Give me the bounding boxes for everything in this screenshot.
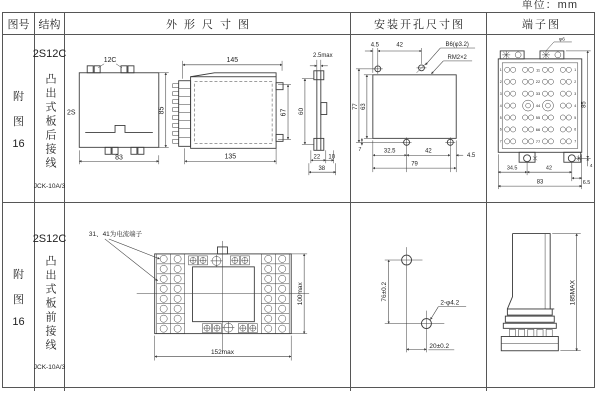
dim-ear-offset: 4 [589,164,593,170]
svg-text:55: 55 [535,114,541,120]
svg-text:3: 3 [574,91,577,96]
header-terminal [487,13,594,35]
profile-dims [552,234,581,351]
drill-holes [385,247,445,352]
mounting-dims [353,42,476,172]
front-left-label: 2S [67,109,76,117]
structure-cell-row1 [32,35,67,203]
dim-height-total: 77 [352,103,359,110]
svg-text:66: 66 [535,126,541,132]
structure-cell-row2 [32,203,67,391]
dim-edge-d1: 22 [313,154,321,161]
mounting-drawing-rear [351,35,486,202]
dim-edge-height: 60 [297,107,305,116]
terminal-cell-row2 [487,203,594,391]
structure-label: 凸出式板前接线 [44,255,56,354]
figure-cell-row1 [3,35,35,203]
svg-text:4: 4 [499,103,502,108]
dim-v-pitch: 76±0.2 [381,281,389,302]
svg-text:5: 5 [499,115,502,120]
figure-number: 16 [12,137,25,150]
front-dims [155,254,307,361]
dim-terminal-d3: 6.5 [582,180,591,187]
figure-char: 图 [13,293,24,306]
svg-text:77: 77 [535,138,541,144]
outline-drawing-rear [65,35,350,202]
dim-terminal-total: 83 [536,179,544,186]
outline-cell-row2 [65,203,351,391]
figure-char: 附 [13,90,24,103]
front-top-label: 12C [103,56,117,64]
dim-edge-d2: 10 [328,154,336,161]
svg-text:7: 7 [574,139,577,144]
edge-view [298,53,336,175]
terminal-screw-note: φ6 [558,37,565,43]
dim-profile-height: 185MAX [569,279,577,306]
dim-edge-total: 38 [318,166,326,173]
svg-text:22: 22 [535,79,541,85]
dimension-table [2,12,595,388]
dim-front-width-max: 152max [210,349,234,357]
header-mounting [351,13,487,35]
dim-height-inner: 63 [360,103,367,110]
svg-text:3: 3 [499,91,502,96]
front-view [67,57,169,164]
mounting-drawing-front [351,203,486,391]
figure-char: 图 [13,115,24,128]
header-figure [3,13,35,35]
unit-label: 单位：mm [521,0,578,11]
header-figure-label: 图号 [7,18,30,31]
svg-text:6: 6 [499,127,502,132]
type-code-label: JCK-10A/3 [33,183,66,190]
side-view [173,57,291,164]
dim-terminal-height: 85 [581,101,588,108]
mounting-cell-row1 [351,35,487,203]
figure-number: 16 [12,315,25,328]
dim-bottom-margin: 4.5 [466,153,476,160]
dim-side-height: 67 [280,108,288,117]
mounting-cell-row2 [351,203,487,391]
dim-front-height: 85 [158,106,166,115]
terminal-drawing-front [487,203,594,391]
hole-note: B6(φ3.2) [445,42,469,49]
pin-strip [173,84,191,144]
outline-cell-row1 [65,35,351,203]
dim-front-height-max: 100max [297,282,305,306]
dim-top-pitch: 42 [396,42,403,49]
dim-terminal-d1: 34.5 [506,165,518,172]
cutout-plate [373,63,456,147]
header-structure-label: 结构 [38,18,61,31]
dim-side-bottom: 135 [224,153,237,161]
svg-text:33: 33 [535,91,541,97]
model-label: 2S12C [32,48,67,60]
dim-bottom-drop: 7 [358,147,362,154]
terminal-block [498,36,582,162]
header-mounting-label: 安装开孔尺寸图 [374,18,465,31]
outline-drawing-front [65,203,350,391]
header-outline [65,13,351,35]
mounting-bolt-icon [502,51,550,59]
header-outline-label: 外形尺寸图 [166,18,256,31]
header-structure [35,13,65,35]
svg-text:2: 2 [574,80,577,85]
current-terminal-note: 31、41为电流端子 [88,230,143,238]
dim-side-top: 145 [226,56,239,64]
figure-cell-row2 [3,203,35,391]
drill-dims [381,260,466,350]
terminal-pair-labels [536,67,541,144]
svg-text:7: 7 [499,139,502,144]
svg-text:2: 2 [499,80,502,85]
terminal-cell-row1 [487,35,594,203]
svg-text:44: 44 [535,103,541,109]
terminal-drawing-rear [487,35,594,202]
dim-terminal-d2: 42 [545,165,552,172]
type-code-label: JCK-10A/3 [33,363,66,371]
dim-h-pitch: 20±0.2 [429,342,450,350]
dim-edge-top: 2.5max [313,52,333,59]
dim-front-width: 83 [115,154,123,162]
relay-profile [501,234,558,351]
dim-top-offset: 4.5 [370,42,379,49]
figure-char: 附 [13,268,24,281]
model-label: 2S12C [32,233,67,245]
svg-text:4: 4 [574,103,577,108]
dim-bottom-offset: 32.5 [383,148,396,155]
thread-note: RM2×2 [447,54,467,61]
front-plate [137,241,309,353]
hole-note: 2-φ4.2 [440,299,460,307]
svg-text:1: 1 [499,68,502,73]
header-terminal-label: 端子图 [522,18,561,31]
dim-width-total: 79 [411,161,418,168]
svg-text:5: 5 [574,115,577,120]
dim-bottom-pitch: 42 [425,148,432,155]
svg-text:1: 1 [574,68,577,73]
svg-text:11: 11 [535,67,541,73]
svg-text:6: 6 [574,127,577,132]
structure-label: 凸出式板后接线 [44,72,56,171]
